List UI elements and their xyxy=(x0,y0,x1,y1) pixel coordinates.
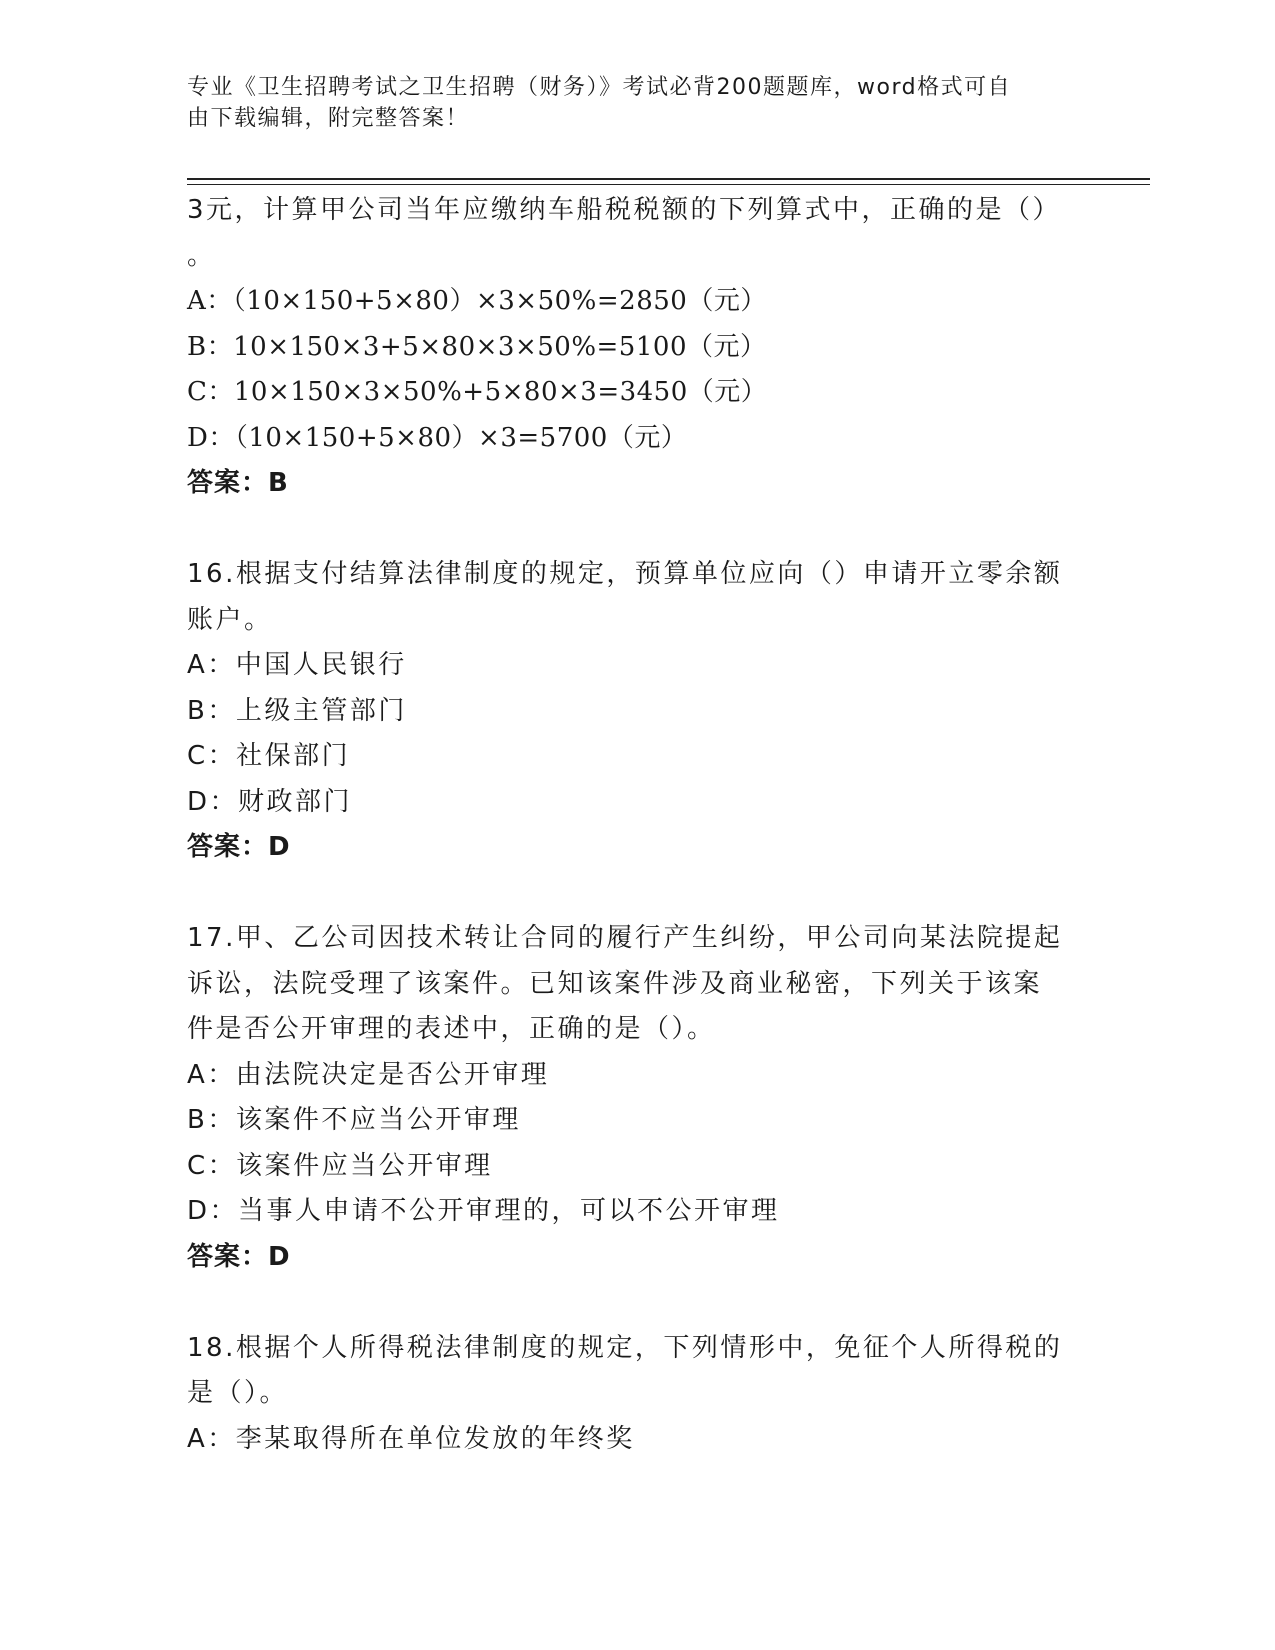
document-header xyxy=(187,72,1067,134)
header-divider-thin xyxy=(187,184,1150,185)
question-spacer xyxy=(187,871,1087,917)
question-stem-line: 18.根据个人所得税法律制度的规定，下列情形中，免征个人所得税的 xyxy=(187,1332,1063,1363)
answer-label: 答案：D xyxy=(187,832,291,862)
option-d: D：当事人申请不公开审理的，可以不公开审理 xyxy=(187,1196,780,1226)
question-stem-line: 是（）。 xyxy=(187,1378,289,1408)
option-a: A：（10×150+5×80）×3×50%=2850（元） xyxy=(187,286,767,316)
option-b: B：10×150×3+5×80×3×50%=5100（元） xyxy=(187,331,767,362)
question-stem-line: 诉讼，法院受理了该案件。已知该案件涉及商业秘密，下列关于该案 xyxy=(187,968,1043,999)
option-a: A：由法院决定是否公开审理 xyxy=(187,1059,550,1090)
question-15 xyxy=(187,188,1087,507)
option-b: B：该案件不应当公开审理 xyxy=(187,1105,521,1135)
answer-label: 答案：D xyxy=(187,1241,291,1272)
option-b: B：上级主管部门 xyxy=(187,695,407,726)
question-stem-line: 。 xyxy=(187,240,216,271)
question-stem-line: 件是否公开审理的表述中，正确的是（）。 xyxy=(187,1014,716,1044)
option-c: C：10×150×3×50%+5×80×3=3450（元） xyxy=(187,377,768,407)
option-d: D：财政部门 xyxy=(187,786,353,817)
option-a: A：中国人民银行 xyxy=(187,650,407,680)
question-stem-line: 17.甲、乙公司因技术转让合同的履行产生纠纷，甲公司向某法院提起 xyxy=(187,923,1063,953)
header-title-line-1: 专业《卫生招聘考试之卫生招聘（财务）》考试必背200题题库，word格式可自 xyxy=(187,75,1012,100)
question-18 xyxy=(187,1326,1087,1463)
option-c: C：该案件应当公开审理 xyxy=(187,1150,493,1181)
question-stem-line: 16.根据支付结算法律制度的规定，预算单位应向（）申请开立零余额 xyxy=(187,559,1063,589)
question-spacer xyxy=(187,1280,1087,1326)
option-c: C：社保部门 xyxy=(187,741,351,771)
question-stem-line: 账户。 xyxy=(187,604,273,635)
question-spacer xyxy=(187,507,1087,553)
question-17 xyxy=(187,916,1087,1280)
option-d: D：（10×150+5×80）×3=5700（元） xyxy=(187,422,688,453)
header-title-line-2: 由下载编辑，附完整答案！ xyxy=(187,106,470,131)
option-a: A：李某取得所在单位发放的年终奖 xyxy=(187,1423,635,1454)
question-stem-line: 3元，计算甲公司当年应缴纳车船税税额的下列算式中，正确的是（） xyxy=(187,195,1062,225)
answer-label: 答案：B xyxy=(187,468,289,498)
question-content xyxy=(187,188,1087,1462)
question-16 xyxy=(187,552,1087,871)
header-divider-thick xyxy=(187,178,1150,180)
